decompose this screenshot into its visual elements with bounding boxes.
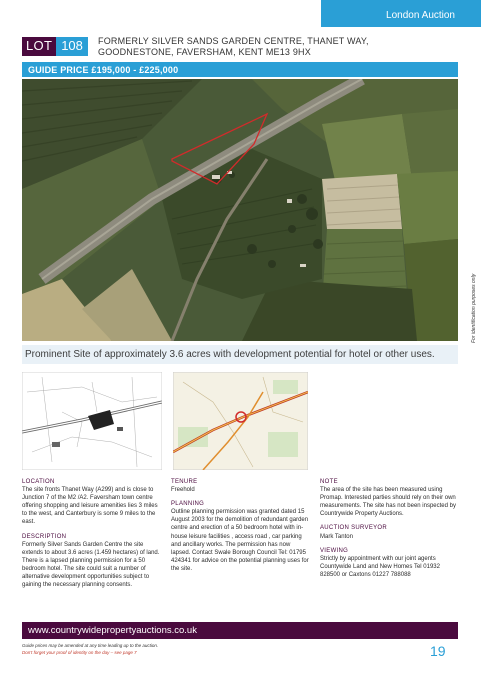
viewing-text: Strictly by appointment with our joint agents Countywide Land and New Homes Tel 01932 828500 or Caxtons 01227 788088 [320,555,440,578]
column-left [22,478,162,595]
viewing-heading: VIEWING [320,547,349,554]
column-right [320,478,460,585]
surveyor-heading: AUCTION SURVEYOR [320,525,388,532]
column-middle [171,478,311,579]
caption-text: Prominent Site of approximately 3.6 acres with development potential for hotel or other uses. [25,349,435,360]
identification-note: For identification purposes only [471,273,477,343]
id-reminder: Don't forget your proof of identity on the day – see page 7 [22,650,137,655]
description-text: Formerly Silver Sands Garden Centre the site extends to about 3.6 acres (1.459 hectares) of land. There is a lapsed planning permission for a 50 bedroom hotel. The site could suit a number of alternative development opportunities subject to gaining the necessary planning consents. [22,541,160,589]
surveyor-text: Mark Tanton [320,533,353,540]
note-heading: NOTE [320,479,338,485]
planning-heading: PLANNING [171,501,205,508]
location-text: The site fronts Thanet Way (A299) and is close to Junction 7 of the M2 /A2. Faversham town centre offering shopping and leisure amenities lies 3 miles to the west, and Canterbury is some 9 miles to the east. [22,487,158,526]
lot-word: LOT [22,37,56,56]
guide-price-bar [22,62,458,77]
location-map [173,372,308,470]
description-heading: DESCRIPTION [22,533,67,540]
guide-price: GUIDE PRICE £195,000 - £225,000 [28,65,179,75]
property-caption [22,345,458,364]
website-link[interactable]: www.countrywidepropertyauctions.co.uk [28,625,197,636]
tenure-text: Freehold [171,487,195,494]
location-heading: LOCATION [22,479,55,485]
lot-number: 108 [56,37,88,56]
site-plan-map [22,372,162,470]
page-number: 19 [430,643,446,659]
section-tab [321,0,481,27]
lot-badge [22,37,88,56]
website-bar[interactable] [22,622,458,639]
aerial-photo [22,79,458,341]
section-label: London Auction [386,10,455,21]
property-title: FORMERLY SILVER SANDS GARDEN CENTRE, THANET WAY, GOODNESTONE, FAVERSHAM, KENT ME13 9HX [98,36,369,57]
guide-disclaimer: Guide prices may be amended at any time leading up to the auction. [22,643,159,648]
note-text: The area of the site has been measured using Promap. Interested parties should rely on their own measurements. The site has not been inspected by Countrywide Property Auctions. [320,487,456,518]
tenure-heading: TENURE [171,479,198,485]
planning-text: Outline planning permission was granted dated 15 August 2003 for the demolition of redundant garden centre and erection of a 50 bedroom hotel with in-house leisure facilities , access road , car parking and ancillary works. The permission has now lapsed. Contact Swale Borough Council Tel: 01795 424341 for advice on the potential planning uses for the site. [171,509,309,572]
